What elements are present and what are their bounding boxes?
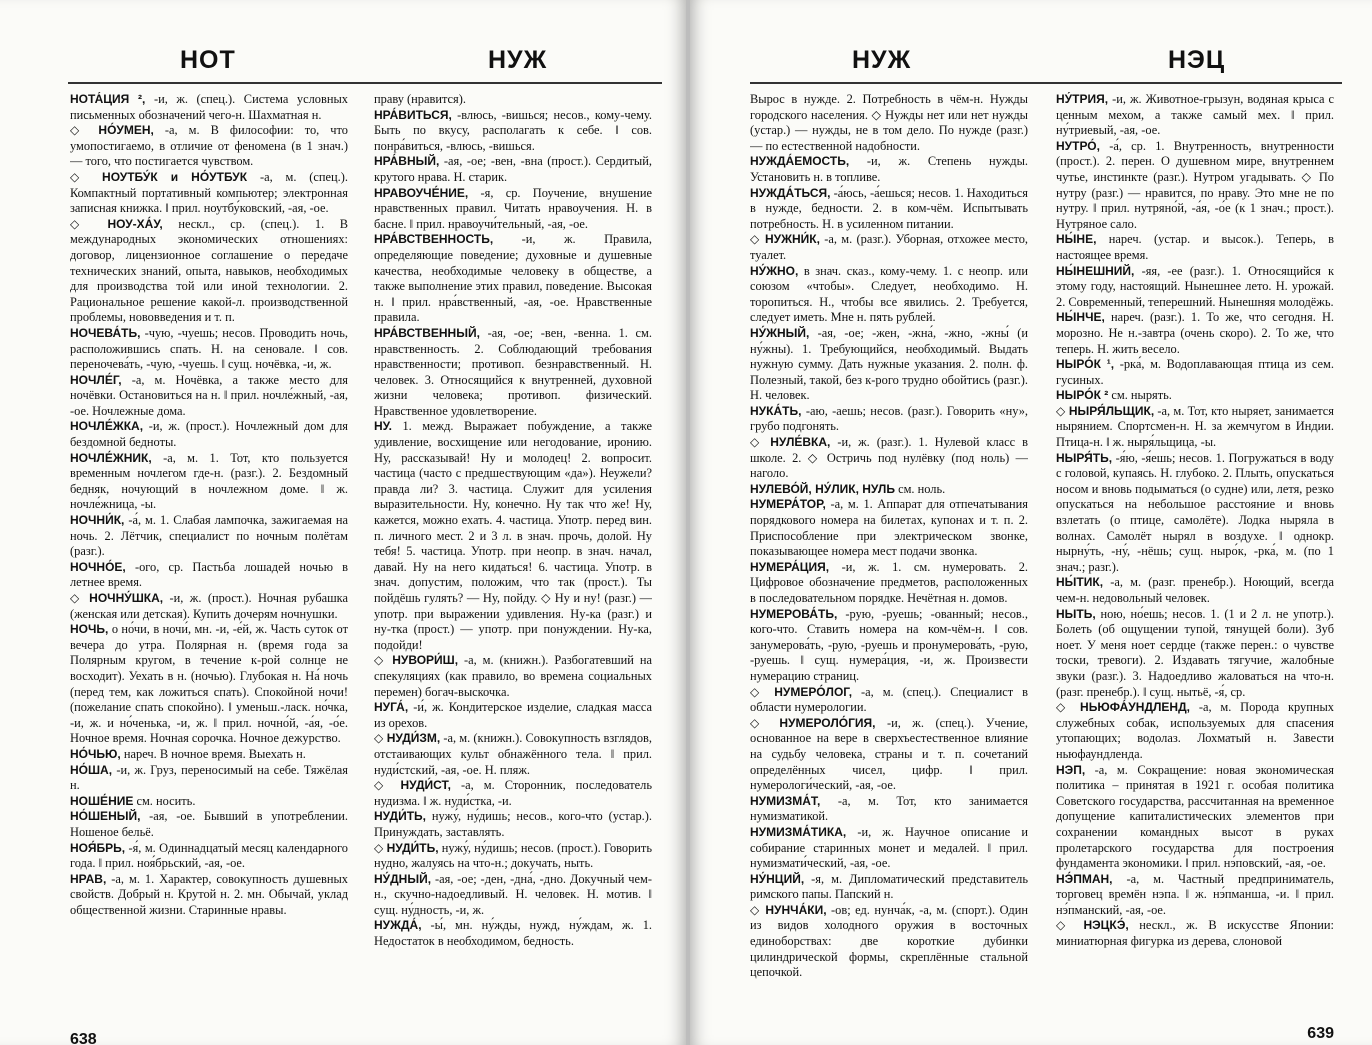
- entry-headword: НУТРО́,: [1056, 138, 1100, 153]
- entry-headword: НУЛЕВО́Й, НУ́ЛИК, НУЛЬ: [750, 481, 895, 496]
- entry-headword: НРА́ВСТВЕННЫЙ,: [374, 325, 480, 340]
- entry-definition: -а, м. (разг. пренебр.). Ноющий, всегда чем-н. недовольный человек.: [1056, 575, 1334, 605]
- running-head-last-word: НУЖ: [488, 46, 548, 74]
- dictionary-entry: [374, 186, 652, 233]
- entry-definition: -а, м. Тот, кто ныряет, занимается нырянием. Спортсмен-н. Н. за жемчугом в Индии. Птица-н. ‖ ж. ныря́льщица, -ы.: [1056, 403, 1334, 450]
- entry-definition: -чую, -чуешь; несов. Проводить ночь, расположившись спать. Н. на сеновале. ‖ сов. переночева́ть, -чую, -чуешь. ‖ сущ. ночёвка, -и, ж.: [70, 325, 348, 372]
- entry-definition: -ая, -ое; -ден, -дна́, -дно. Докучный чем-н., скучно-надоедливый. Н. человек. Н. мотив. ‖ сущ. ну́дность, -и, ж.: [374, 871, 652, 917]
- dictionary-entry: [374, 731, 652, 778]
- entry-headword: ◇ НУВОРИ́Ш,: [374, 653, 459, 668]
- entry-definition: Вырос в нужде. 2. Потребность в чём-н. Нужды городского населения. ◇ Нужды нет или нет нужды (устар.) — нужды, не в том дело. По нужде (разг.) — по естественной надобности.: [750, 92, 1028, 153]
- entry-headword: НО́ЧЬЮ,: [70, 746, 121, 761]
- entry-definition: -и, ж. 1. см. нумеровать. 2. Цифровое обозначение предметов, расположенных в последовательном порядке. Нечётная н. домов.: [750, 559, 1028, 605]
- entry-definition: -ая, -ое; -жен, -жна́, -жно, -жны́ (и ну́жны). 1. Требующийся, необходимый. Выдать нужную сумму. Дать нужные указания. 2. полн. ф. Полезный, такой, без к-рого трудно обойтись (разг.). Н. человек.: [750, 325, 1028, 403]
- entry-headword: ◇ НЫРЯ́ЛЬЩИК,: [1056, 403, 1155, 418]
- dictionary-entry: [374, 154, 652, 185]
- entry-headword: НОЧНИ́К,: [70, 513, 125, 528]
- dictionary-entry: [70, 872, 348, 919]
- dictionary-entry: [1056, 575, 1334, 606]
- dictionary-entry: [1056, 232, 1334, 263]
- entry-headword: НОЧЕВА́ТЬ,: [70, 325, 141, 340]
- dictionary-entry: [374, 918, 652, 949]
- entry-headword: НЭП,: [1056, 762, 1086, 777]
- entry-headword: НРАВ,: [70, 871, 107, 886]
- entry-definition: -а, м. 1. Характер, совокупность душевных свойств. Добрый н. Крутой н. 2. мн. Обычай, уклад общественной жизни. Старинные нравы.: [70, 871, 348, 917]
- dictionary-entry: [750, 685, 1028, 716]
- entry-headword: НУ.: [374, 419, 392, 434]
- entry-definition: -и, ж. (разг.). 1. Нулевой класс в школе. 2. ◇ Остричь под нулёвку (под ноль) — наголо.: [750, 435, 1028, 481]
- entry-headword: НУЖДА́ТЬСЯ,: [750, 185, 831, 200]
- dictionary-entry: [750, 154, 1028, 185]
- dictionary-entry: [374, 700, 652, 731]
- entry-definition: -а, м. Порода крупных служебных собак, используемых для спасения утопающих; водолаз. Лохматый н. Завести ньюфаундленда.: [1056, 700, 1334, 761]
- entry-definition: -а, м. Частный предприниматель, торговец времён нэпа. ‖ ж. нэ́пманша, -и. ‖ прил. нэ́пманский, -ая, -ое.: [1056, 871, 1334, 917]
- dictionary-entry: [374, 653, 652, 700]
- entry-definition: о но́чи, в ночи́, мн. -и, -е́й, ж. Часть суток от вечера до утра. Полярная н. (время года за Полярным кругом, в течение к-рой солнце не восходит). Уехать в н. (ночью). Глубокая н. На́ ночь (перед тем, как ложиться спать). Спокойной ночи! (пожелание спать спокойно). ‖ уменьш.-ласк. но́чка, -и, ж. и но́ченька, -и, ж. ‖ прил. ночно́й, -а́я, -о́е. Ночное время. Ночная сорочка. Ночное дежурство.: [70, 622, 348, 746]
- entry-definition: нескл., ср. (спец.). 1. В международных экономических отношениях: договор, лицензионное соглашение о передаче технических знаний, опыта, навыков, необходимых для производства той или иной технологии. 2. Рациональное решение какой-л. производственной проблемы, нововведения и т. п.: [70, 216, 348, 325]
- dictionary-entry: [374, 232, 652, 326]
- entry-headword: ◇ НУЖНИ́К,: [750, 232, 820, 247]
- entry-headword: ◇ НУНЧА́КИ,: [750, 902, 827, 917]
- page-number: 638: [70, 1031, 97, 1045]
- entry-headword: НРА́ВСТВЕННОСТЬ,: [374, 232, 494, 247]
- entry-definition: -я́ю, -я́ешь; несов. 1. Погружаться в воду с головой, купаясь. Н. глубоко. 2. Плыть, опускаться носом и вновь подыматься (о судне) или, летя, резко опускаться на небольшое расстояние и вновь взлетать (о птице, самолёте). Лодка ныряла в волнах. Самолёт нырял в воздухе. ‖ однокр. нырну́ть, -ну́, -нёшь; сущ. ныро́к, -рка́, м. (по 1 знач.; разг.).: [1056, 450, 1334, 574]
- dictionary-entry: [70, 560, 348, 591]
- entry-headword: ◇ НУДИ́СТ,: [374, 778, 451, 793]
- entry-definition: 1. межд. Выражает побуждение, а также удивление, восхищение или негодование, иронию. Ну, рассказывай! Ну и молодец! 2. вопросит. частица (часто с предшествующим «да»). Неужели? правда ли? 3. частица. Служит для усиления выразительности. Ну, конечно. Ну так что же! Ну, кажется, можно ехать. 4. частица. Употр. перед вин. п. личного мест. 2 и 3 л. в знач. прочь, долой. Ну тебя! 5. частица. Употр. при неопр. в знач. начал, давай. Ну на него кидаться! 6. частица. Употр. в знач. допустим, положим, что так (прост.). Ты пойдёшь гулять? — Ну, пойду. ◇ Ну и ну! (разг.) — употр. при выражении удивления. Ну-ка (разг.) и ну-тка (прост.) — употр. при понуждении. Ну-ка, подойди!: [374, 419, 652, 652]
- entry-definition: -и, ж. (прост.). Ночная рубашка (женская или детская). Купить дочерям ночнушки.: [70, 591, 348, 621]
- entry-definition: нескл., ж. В искусстве Японии: миниатюрная фигурка из дерева, слоновой: [1056, 918, 1334, 949]
- entry-headword: НОЯ́БРЬ,: [70, 840, 126, 855]
- entry-definition: -а́, ср. 1. Внутренность, внутренности (прост.). 2. перен. О душевном мире, внутреннем чутье, инстинкте (разг.). Нутром угадывать. ◇ По нутру (разг.) — нравится, по нраву. Это мне не по нутру. ‖ прил. нутряно́й, -а́я, -о́е (к 1 знач.; прост.). Нутряное сало.: [1056, 138, 1334, 231]
- entry-headword: НУЖДА́ЕМОСТЬ,: [750, 154, 850, 169]
- entry-headword: НРАВОУЧЕ́НИЕ,: [374, 185, 469, 200]
- dictionary-entry: [750, 232, 1028, 263]
- running-head-first-word: НОТ: [180, 46, 236, 74]
- dictionary-entry: [750, 716, 1028, 794]
- entry-definition: нужу́, ну́дишь; несов. (прост.). Говорить нудно, жалуясь на что-н.; докучать, ныть.: [374, 840, 652, 871]
- entry-definition: -ая, -ое; -вен, -вна (прост.). Сердитый, крутого нрава. Н. старик.: [374, 154, 652, 184]
- entry-headword: НУКА́ТЬ,: [750, 403, 802, 418]
- entry-headword: НОЧЛЕ́Г,: [70, 372, 122, 387]
- dictionary-entry: [70, 809, 348, 840]
- page-number: 639: [1307, 1025, 1334, 1042]
- entry-headword: НУ́ЖНЫЙ,: [750, 325, 810, 340]
- entry-definition: -ы́, мн. ну́жды, нужд, ну́ждам, ж. 1. Недостаток в необходимом, бедность.: [374, 918, 652, 949]
- left-column-1: [70, 92, 348, 1025]
- dictionary-entry: [750, 607, 1028, 685]
- entry-headword: ◇ НУЛЕ́ВКА,: [750, 435, 831, 450]
- entry-definition: праву (нравится).: [374, 92, 466, 106]
- entry-headword: НОТА́ЦИЯ ²,: [70, 92, 146, 106]
- dictionary-entry: [70, 419, 348, 450]
- entry-definition: -а, м. (спец.). Компактный портативный компьютер; электронная записная книжка. ‖ прил. ноутбу́ковский, -ая, -ое.: [70, 169, 348, 216]
- entry-definition: см. ноль.: [898, 481, 946, 496]
- entry-headword: НЫ́ТИК,: [1056, 575, 1104, 590]
- header-rule: [68, 82, 662, 84]
- entry-headword: НЫРО́К ¹,: [1056, 357, 1115, 372]
- entry-definition: -а, м. (книжн.). Совокупность взглядов, отстаивающих культ обнажённого тела. ‖ прил. нуди́стский, -ая, -ое. Н. пляж.: [374, 731, 652, 777]
- entry-headword: НЫРО́К ²: [1056, 388, 1109, 403]
- dictionary-entry: [70, 451, 348, 513]
- entry-headword: ◇ НЭЦКЭ́,: [1056, 918, 1129, 933]
- entry-definition: -и, ж. Животное-грызун, водяная крыса с ценным мехом, а также самый мех. ‖ прил. ну́триевый, -ая, -ое.: [1056, 92, 1334, 138]
- header-rule: [750, 82, 1342, 84]
- dictionary-entry: [70, 841, 348, 872]
- dictionary-entry: [374, 809, 652, 840]
- dictionary-entry: [70, 763, 348, 794]
- entry-definition: -влюсь, -вишься; несов., кому-чему. Быть по вкусу, располагать к себе. ‖ сов. понра́виться, -влюсь, -вишься.: [374, 107, 652, 153]
- entry-headword: НРА́ВНЫЙ,: [374, 154, 440, 169]
- dictionary-entry: [1056, 357, 1334, 388]
- dictionary-entry: [374, 841, 652, 872]
- dictionary-entry: [70, 92, 348, 123]
- entry-headword: ◇ НУДИ́ТЬ,: [374, 840, 439, 855]
- dictionary-entry: [750, 560, 1028, 607]
- entry-headword: НУ́НЦИЙ,: [750, 871, 805, 886]
- entry-definition: -и́, ж. Кондитерское изделие, сладкая масса из орехов.: [374, 700, 652, 730]
- entry-headword: ◇ НОУ-ХА́У,: [70, 216, 163, 231]
- entry-definition: -а, м. (спец.). Специалист в области нумерологии.: [750, 684, 1028, 715]
- dictionary-entry: [750, 825, 1028, 872]
- entry-headword: НЫРЯ́ТЬ,: [1056, 450, 1113, 465]
- dictionary-entry: [750, 92, 1028, 154]
- dictionary-entry: [750, 903, 1028, 981]
- entry-headword: НУМЕРА́ТОР,: [750, 497, 826, 512]
- entry-headword: НОЧЛЕ́ЖКА,: [70, 419, 144, 434]
- dictionary-entry: [70, 747, 348, 763]
- right-running-head: [750, 42, 1342, 80]
- entry-definition: -и, ж. Груз, переносимый на себе. Тяжёлая н.: [70, 762, 348, 793]
- dictionary-entry: [70, 591, 348, 622]
- entry-definition: -а, м. Сторонник, последователь нудизма. ‖ ж. нуди́стка, -и.: [374, 778, 652, 808]
- entry-definition: -и, ж. (спец.). Система условных письменных обозначений чего-н. Шахматная н.: [70, 92, 348, 122]
- entry-headword: НЭ́ПМАН,: [1056, 871, 1113, 886]
- entry-headword: ◇ НУДИ́ЗМ,: [374, 731, 441, 746]
- dictionary-entry: [1056, 607, 1334, 701]
- entry-definition: -а, м. Ночёвка, а также место для ночёвки. Остановиться на н. ‖ прил. ночле́жный, -ая, -ое. Ночлежные дома.: [70, 372, 348, 418]
- entry-headword: НО́ШЕНЫЙ,: [70, 809, 141, 824]
- entry-definition: -рую, -руешь; -ованный; несов., кого-что. Ставить номера на ком-чём-н. ‖ сов. занумерова́ть, -рую, -руешь и пронумерова́ть, -рую, -руешь. ‖ сущ. нумера́ция, -и, ж. Произвести нумерацию страниц.: [750, 606, 1028, 683]
- entry-definition: -ого, ср. Пастьба лошадей ночью в летнее время.: [70, 559, 348, 590]
- entry-definition: -а, м. Тот, кто занимается нумизматикой.: [750, 793, 1028, 824]
- dictionary-entry: [70, 622, 348, 747]
- entry-definition: -а, м. Сокращение: новая экономическая политика – принятая в 1921 г. особая политика Советского государства, рассчитанная на временное допущение капиталистических элементов при сохранении командных высот в руках пролетарского государства для построения фундамента экономики. ‖ прил. нэ́повский, -ая, -ое.: [1056, 762, 1334, 871]
- dictionary-entry: [1056, 310, 1334, 357]
- entry-headword: ◇ НУМЕРО́ЛОГ,: [750, 684, 853, 699]
- entry-definition: -и, ж. (спец.). Учение, основанное на вере в сверхъестественное влияние на судьбу человека, страны и т. п. сочетаний определённых чисел, цифр. ‖ прил. нумерологи́ческий, -ая, -ое.: [750, 715, 1028, 793]
- entry-definition: -и, ж. Степень нужды. Установить н. в топливе.: [750, 154, 1028, 184]
- entry-definition: -и, ж. Правила, определяющие поведение; духовные и душевные качества, необходимые человеку в обществе, а также выполнение этих правил, поведение. Высокая н. ‖ прил. нра́вственный, -ая, -ое. Нравственные правила.: [374, 232, 652, 325]
- dictionary-entry: [70, 170, 348, 217]
- dictionary-entry: [750, 404, 1028, 435]
- entry-headword: НЫ́НЧЕ,: [1056, 310, 1105, 325]
- dictionary-entry: [750, 497, 1028, 559]
- entry-definition: см. носить.: [136, 793, 196, 808]
- entry-definition: -яя, -ее (разг.). 1. Относящийся к этому году, настоящий. Нынешнее лето. Н. урожай. 2. Современный, теперешний. Нынешняя молодёжь.: [1056, 263, 1334, 309]
- running-head-last-word: НЭЦ: [1168, 46, 1226, 74]
- dictionary-entry: [1056, 872, 1334, 919]
- dictionary-entry: [374, 778, 652, 809]
- entry-headword: НУМЕРОВА́ТЬ,: [750, 606, 838, 621]
- left-running-head: [68, 42, 664, 80]
- entry-headword: НРА́ВИТЬСЯ,: [374, 107, 452, 122]
- left-column-2: [374, 92, 652, 1025]
- dictionary-entry: [374, 326, 652, 420]
- dictionary-entry: [1056, 139, 1334, 233]
- dictionary-entry: [70, 123, 348, 170]
- entry-headword: НУ́ЖНО,: [750, 263, 799, 278]
- entry-headword: НУМИЗМА́ТИКА,: [750, 824, 847, 839]
- entry-headword: НУ́ДНЫЙ,: [374, 871, 432, 886]
- entry-definition: -я́, м. Одиннадцатый месяц календарного года. ‖ прил. ноя́брьский, -ая, -ое.: [70, 840, 348, 871]
- entry-definition: -аю, -аешь; несов. (разг.). Говорить «ну», грубо подгонять.: [750, 403, 1028, 434]
- dictionary-entry: [750, 435, 1028, 482]
- entry-definition: -ая, -ое. Бывший в употреблении. Ношеное бельё.: [70, 809, 348, 839]
- entry-definition: -и, ж. Научное описание и собирание старинных монет и медалей. ‖ прил. нумизмати́ческий, -ая, -ое.: [750, 824, 1028, 871]
- dictionary-entry: [374, 419, 652, 653]
- dictionary-entry: [70, 794, 348, 810]
- dictionary-entry: [750, 186, 1028, 233]
- dictionary-entry: [374, 108, 652, 155]
- dictionary-entry: [1056, 404, 1334, 451]
- entry-headword: НОШЕ́НИЕ: [70, 793, 134, 808]
- entry-definition: нареч. (разг.). 1. То же, что сегодня. Н. морозно. Не н.-завтра (очень скоро). 2. То же, что теперь. Н. жить весело.: [1056, 310, 1334, 356]
- running-head-first-word: НУЖ: [852, 46, 912, 74]
- entry-definition: нужу́, ну́дишь; несов., кого-что (устар.). Принуждать, заставлять.: [374, 809, 652, 839]
- entry-headword: НЫ́НЕ,: [1056, 232, 1097, 247]
- right-column-2: [1056, 92, 1334, 1015]
- dictionary-entry: [750, 326, 1028, 404]
- entry-headword: НЫТЬ,: [1056, 606, 1096, 621]
- entry-headword: НЫ́НЕШНИЙ,: [1056, 263, 1135, 278]
- dictionary-entry: [1056, 388, 1334, 404]
- dictionary-entry: [70, 373, 348, 420]
- entry-definition: -я, м. Дипломатический представитель римского папы. Папский н.: [750, 871, 1028, 902]
- dictionary-entry: [750, 872, 1028, 903]
- entry-headword: НУ́ТРИЯ,: [1056, 92, 1109, 106]
- entry-headword: НО́ША,: [70, 762, 113, 777]
- dictionary-entry: [70, 217, 348, 326]
- dictionary-entry: [1056, 264, 1334, 311]
- entry-definition: -а́, м. 1. Слабая лампочка, зажигаемая на ночь. 2. Лётчик, специалист по ночным полётам (разг.).: [70, 513, 348, 559]
- entry-headword: НОЧНО́Е,: [70, 559, 126, 574]
- dictionary-entry: [750, 794, 1028, 825]
- entry-definition: -а, м. 1. Тот, кто пользуется временным ночлегом где-н. (разг.). 2. Бездомный бедняк, ночующий в ночлежном доме. ‖ ж. ночле́жница, -ы.: [70, 450, 348, 512]
- dictionary-entry: [1056, 763, 1334, 872]
- dictionary-entry: [1056, 700, 1334, 762]
- dictionary-entry: [70, 326, 348, 373]
- dictionary-entry: [70, 513, 348, 560]
- entry-headword: ◇ НО́УМЕН,: [70, 123, 154, 138]
- entry-definition: -а, м. 1. Аппарат для отпечатывания порядкового номера на билетах, купонах и т. п. 2. Приспособление при электрическом звонке, показывающее номера мест подачи звонка.: [750, 497, 1028, 559]
- entry-definition: -а, м. (книжн.). Разбогатевший на спекуляциях (как правило, во времена социальных перемен) богач-выскочка.: [374, 653, 652, 699]
- entry-definition: -а, м. (разг.). Уборная, отхожее место, туалет.: [750, 232, 1028, 262]
- dictionary-entry: [1056, 918, 1334, 949]
- entry-headword: НОЧЛЕ́ЖНИК,: [70, 450, 152, 465]
- entry-definition: -ая, -ое; -вен, -венна. 1. см. нравственность. 2. Соблюдающий требования нравственности; противоп. безнравственный. Н. человек. 3. Относящийся к внутренней, духовной жизни человека; противоп. физический. Нравственное удовлетворение.: [374, 325, 652, 418]
- dictionary-entry: [750, 264, 1028, 326]
- entry-headword: НУГА́,: [374, 700, 409, 715]
- entry-headword: НОЧЬ,: [70, 622, 109, 637]
- entry-definition: -ов; ед. нунча́к, -а, м. (спорт.). Один из видов холодного оружия в восточных единоборствах: две короткие дубинки цилиндрической формы, скреплённые стальной цепочкой.: [750, 902, 1028, 980]
- entry-headword: ◇ НОУТБУ́К и НО́УТБУК: [70, 169, 248, 184]
- dictionary-entry: [374, 92, 652, 108]
- dictionary-entry: [1056, 451, 1334, 576]
- entry-definition: в знач. сказ., кому-чему. 1. с неопр. или союзом «чтобы». Следует, необходимо. Н. торопиться. Н., чтобы все явились. 2. Требуется, следует иметь. Мне н. пять рублей.: [750, 263, 1028, 325]
- entry-definition: -я, ср. Поучение, внушение нравственных правил. Читать нравоучения. Н. в басне. ‖ прил. нравоучи́тельный, -ая, -ое.: [374, 185, 652, 231]
- entry-headword: ◇ НЬЮФА́УНДЛЕНД,: [1056, 700, 1190, 715]
- entry-headword: НУМИЗМА́Т,: [750, 793, 821, 808]
- dictionary-entry: [374, 872, 652, 919]
- entry-headword: НУДИ́ТЬ,: [374, 809, 426, 824]
- entry-definition: нареч. В ночное время. Выехать н.: [123, 746, 306, 761]
- entry-headword: ◇ НОЧНУ́ШКА,: [70, 591, 164, 605]
- entry-definition: ною, но́ешь; несов. 1. (1 и 2 л. не употр.). Болеть (об ощущении тупой, тянущей боли). Зуб ноет. У меня ноет сердце (также перен.: о чувстве тоски, тревоги). 2. Издавать тягучие, жалобные звуки (разг.). 3. Надоедливо жаловаться на что-н. (разг. пренебр.). ‖ сущ. нытьё, -я́, ср.: [1056, 606, 1334, 699]
- entry-definition: -рка́, м. Водоплавающая птица из сем. гусиных.: [1056, 357, 1334, 387]
- entry-definition: -и, ж. (прост.). Ночлежный дом для бездомной бедноты.: [70, 419, 348, 450]
- entry-headword: НУЖДА́,: [374, 918, 422, 933]
- entry-headword: НУМЕРА́ЦИЯ,: [750, 559, 830, 574]
- right-column-1: [750, 92, 1028, 1015]
- entry-definition: -а́юсь, -а́ешься; несов. 1. Находиться в нужде, бедности. 2. в ком-чём. Испытывать потребность. Н. в усиленном питании.: [750, 185, 1028, 231]
- dictionary-entry: [1056, 92, 1334, 139]
- entry-definition: см. нырять.: [1111, 388, 1172, 403]
- entry-definition: нареч. (устар. и высок.). Теперь, в настоящее время.: [1056, 232, 1334, 262]
- dictionary-entry: [750, 482, 1028, 498]
- right-page: [690, 0, 1372, 1045]
- entry-definition: -а, м. В философии: то, что умопостигаемо, в отличие от феномена (в 1 знач.) — того, что постигается чувством.: [70, 123, 348, 169]
- entry-headword: ◇ НУМЕРОЛО́ГИЯ,: [750, 715, 876, 730]
